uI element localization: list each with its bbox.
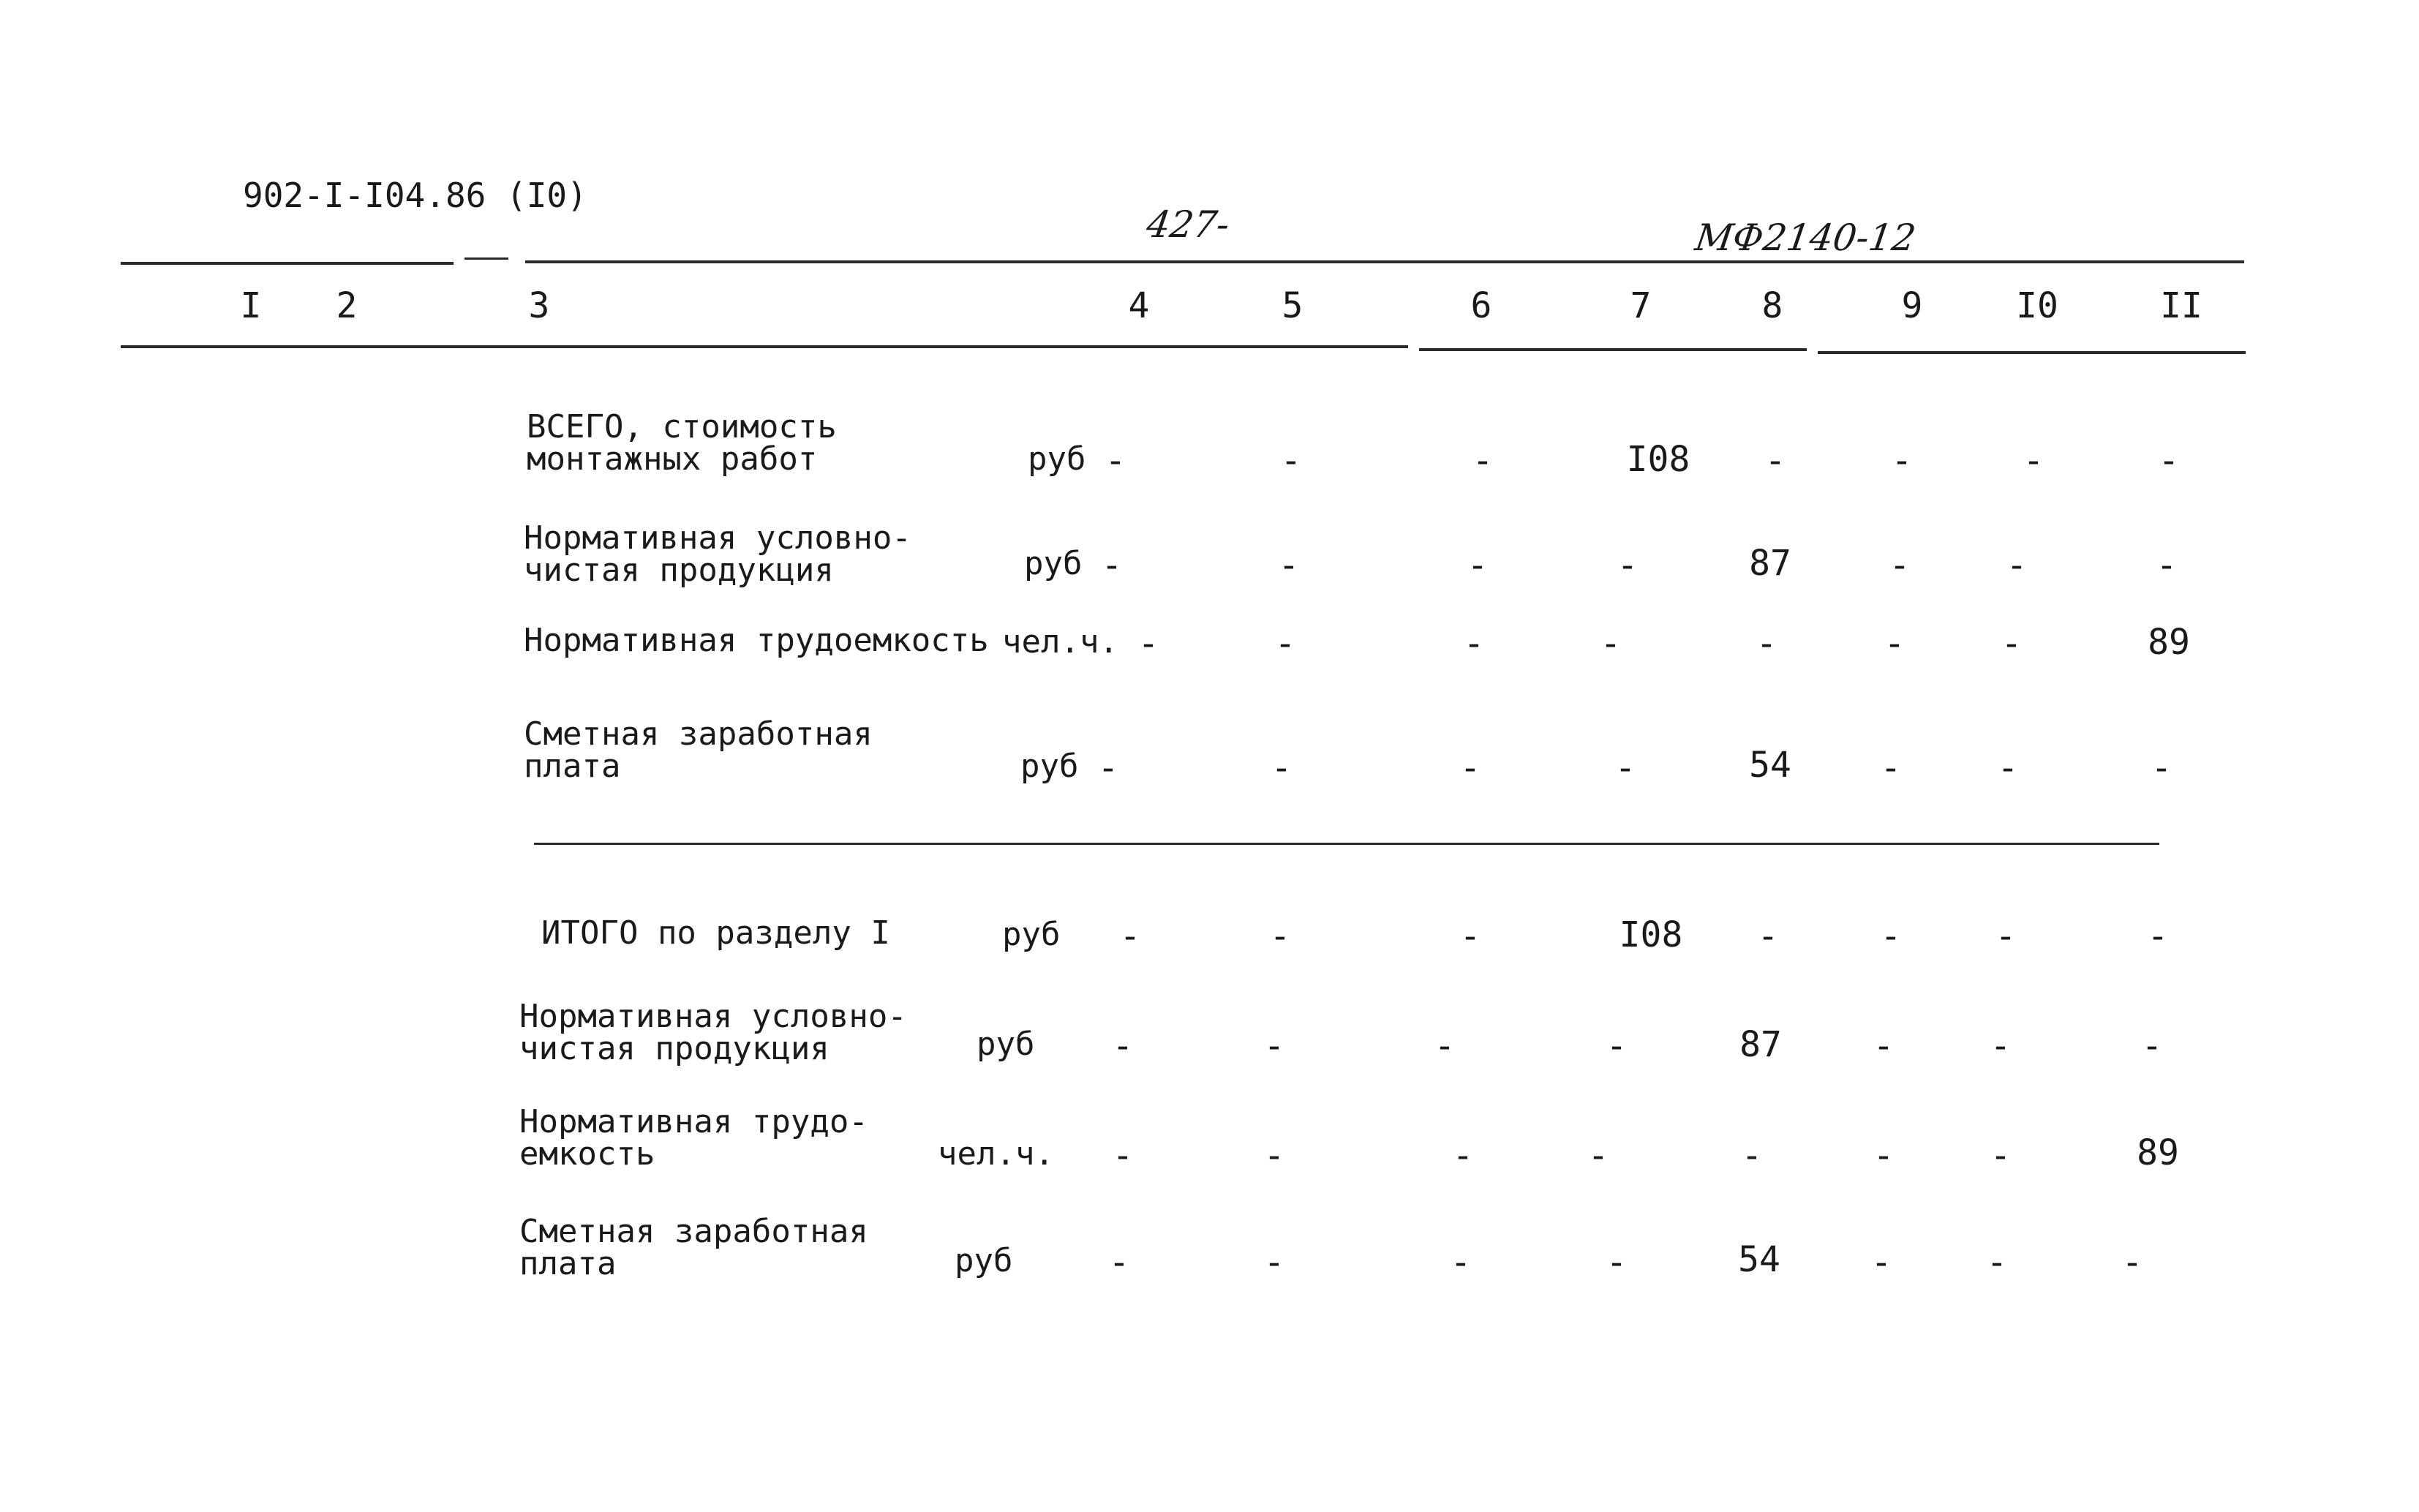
header-top-line-right	[525, 260, 2244, 263]
row-unit: руб	[1002, 916, 1061, 953]
row-unit: руб	[977, 1026, 1035, 1063]
cell-col7: I08	[1626, 439, 1690, 480]
row-unit: руб	[1024, 545, 1083, 582]
header-top-line-short	[464, 257, 508, 260]
header-bottom-line-mid	[1419, 348, 1807, 351]
page-number-handwritten: 427-	[1143, 203, 1233, 246]
row-label: Нормативная трудо- емкость	[519, 1103, 868, 1173]
cell-col6: -	[1459, 916, 1481, 957]
cell-col10: -	[1990, 1026, 2012, 1067]
cell-col5: -	[1280, 440, 1302, 481]
cell-col4: -	[1112, 1026, 1134, 1067]
cell-col10: -	[2023, 440, 2044, 481]
cell-col11: -	[2147, 916, 2169, 957]
row-label: Нормативная условно- чистая продукция	[524, 519, 911, 589]
cell-col11: 89	[2148, 622, 2190, 663]
cell-col8: 87	[1749, 543, 1791, 584]
row-unit: руб	[955, 1242, 1013, 1279]
cell-col6: -	[1463, 623, 1485, 664]
cell-col10: -	[1986, 1242, 2008, 1283]
cell-col6: -	[1452, 1135, 1474, 1176]
cell-col9: -	[1884, 623, 1906, 664]
document-code: 902-I-I04.86 (I0)	[243, 176, 587, 215]
cell-col11: -	[2121, 1242, 2143, 1283]
row-unit: руб	[1020, 748, 1079, 785]
column-header-2: 2	[336, 285, 358, 326]
series-mark-handwritten: МФ2140-12	[1692, 217, 1919, 259]
column-header-4: 4	[1128, 285, 1150, 326]
cell-col5: -	[1269, 916, 1291, 957]
cell-col6: -	[1467, 545, 1489, 586]
cell-col5: -	[1263, 1242, 1285, 1283]
cell-col5: -	[1271, 748, 1293, 789]
cell-col11: 89	[2137, 1132, 2179, 1173]
cell-col6: -	[1459, 748, 1481, 789]
cell-col5: -	[1263, 1135, 1285, 1176]
cell-col4: -	[1119, 916, 1141, 957]
cell-col11: -	[2151, 748, 2172, 789]
row-unit: чел.ч.	[938, 1135, 1054, 1173]
row-unit: чел.ч.	[1002, 623, 1118, 661]
cell-col4: -	[1101, 545, 1123, 586]
cell-col4: -	[1097, 748, 1119, 789]
cell-col4: -	[1112, 1135, 1134, 1176]
header-top-line-left	[121, 262, 454, 265]
cell-col9: -	[1880, 916, 1902, 957]
row-label: ВСЕГО, стоимость монтажных работ	[527, 408, 837, 478]
cell-col7: -	[1600, 623, 1622, 664]
cell-col9: -	[1889, 545, 1911, 586]
cell-col5: -	[1263, 1026, 1285, 1067]
cell-col4: -	[1105, 440, 1126, 481]
row-unit: руб	[1028, 440, 1086, 478]
cell-col4: -	[1108, 1242, 1130, 1283]
cell-col7: -	[1614, 748, 1636, 789]
cell-col7: -	[1617, 545, 1639, 586]
cell-col10: -	[2006, 545, 2028, 586]
cell-col8: -	[1756, 623, 1777, 664]
row-label: Нормативная условно- чистая продукция	[519, 998, 907, 1067]
cell-col7: I08	[1619, 914, 1683, 955]
cell-col10: -	[1997, 748, 2019, 789]
cell-col11: -	[2156, 545, 2178, 586]
cell-col8: 54	[1749, 745, 1791, 786]
column-header-9: 9	[1901, 285, 1923, 326]
cell-col10: -	[1990, 1135, 2012, 1176]
cell-col5: -	[1274, 623, 1296, 664]
header-bottom-line-left	[121, 345, 1408, 348]
column-header-11: II	[2160, 285, 2202, 326]
row-label: Сметная заработная плата	[519, 1213, 868, 1282]
cell-col8: 87	[1739, 1024, 1782, 1065]
cell-col7: -	[1606, 1026, 1628, 1067]
cell-col9: -	[1880, 748, 1902, 789]
cell-col5: -	[1278, 545, 1300, 586]
row-label: ИТОГО по разделу I	[541, 914, 890, 952]
column-header-10: I0	[2016, 285, 2058, 326]
column-header-6: 6	[1470, 285, 1492, 326]
cell-col8: 54	[1738, 1239, 1780, 1280]
cell-col7: -	[1587, 1135, 1609, 1176]
column-header-7: 7	[1630, 285, 1652, 326]
column-header-3: 3	[528, 285, 550, 326]
cell-col8: -	[1764, 440, 1786, 481]
cell-col10: -	[2001, 623, 2023, 664]
section-separator-line	[534, 843, 2159, 845]
cell-col8: -	[1741, 1135, 1763, 1176]
cell-col9: -	[1870, 1242, 1892, 1283]
cell-col9: -	[1873, 1026, 1895, 1067]
column-header-5: 5	[1282, 285, 1303, 326]
cell-col10: -	[1995, 916, 2017, 957]
column-header-8: 8	[1761, 285, 1783, 326]
header-bottom-line-right	[1818, 351, 2246, 354]
column-header-1: I	[240, 285, 262, 326]
cell-col8: -	[1757, 916, 1779, 957]
cell-col6: -	[1472, 440, 1494, 481]
cell-col4: -	[1137, 623, 1159, 664]
cell-col9: -	[1873, 1135, 1895, 1176]
cell-col6: -	[1434, 1026, 1456, 1067]
cell-col9: -	[1891, 440, 1913, 481]
row-label: Нормативная трудоемкость	[524, 622, 989, 659]
cell-col6: -	[1450, 1242, 1472, 1283]
cell-col11: -	[2158, 440, 2180, 481]
cell-col11: -	[2141, 1026, 2163, 1067]
row-label: Сметная заработная плата	[524, 715, 873, 785]
cell-col7: -	[1606, 1242, 1628, 1283]
